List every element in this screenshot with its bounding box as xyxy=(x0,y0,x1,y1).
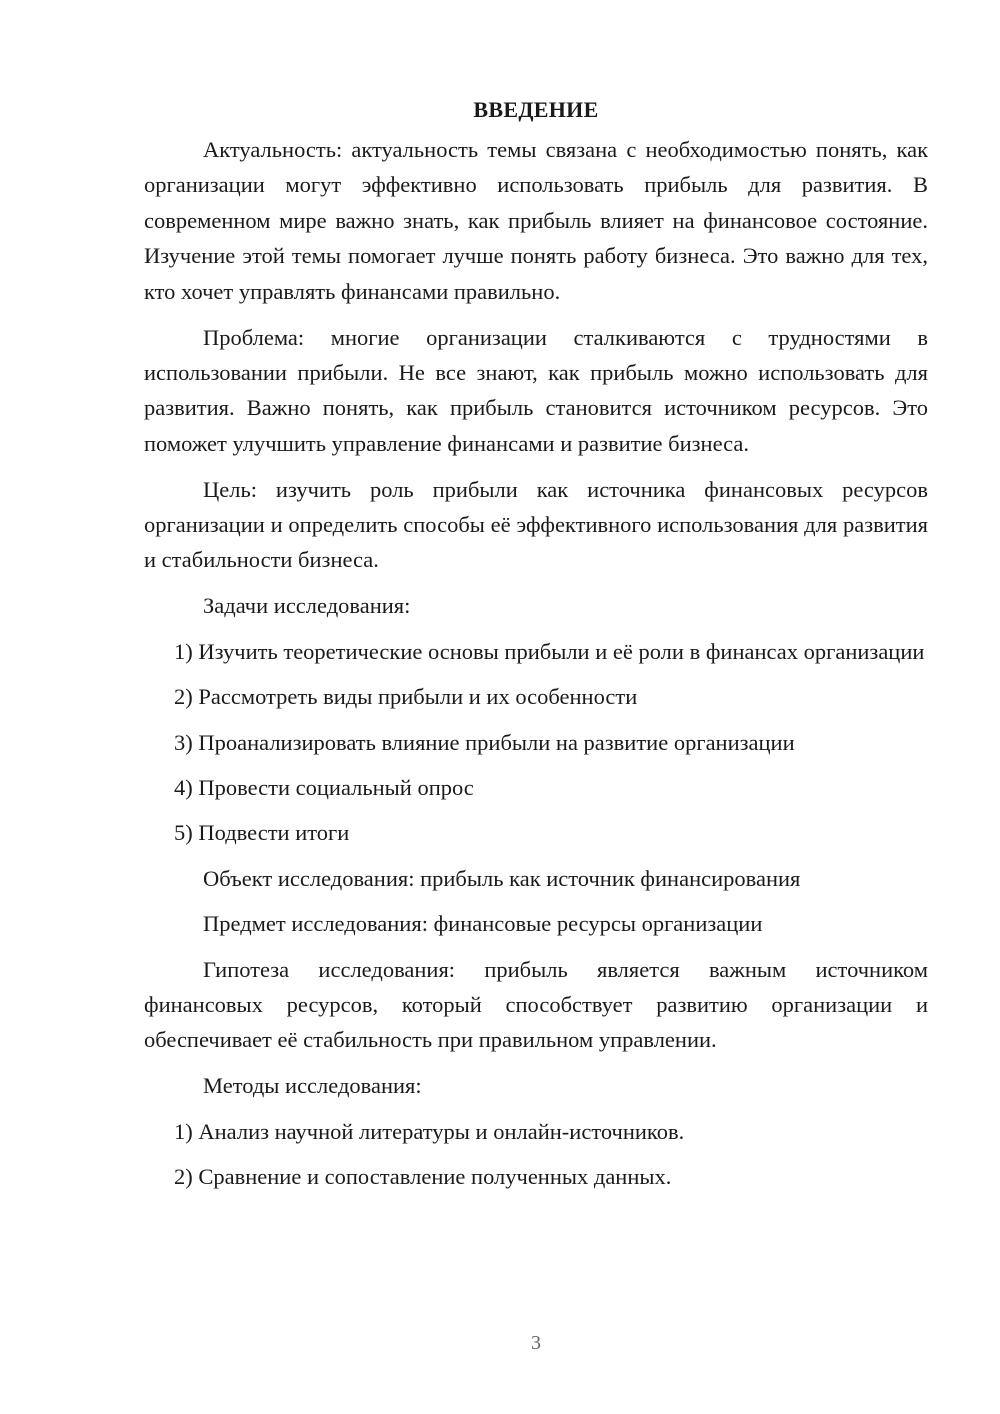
research-object: Объект исследования: прибыль как источник финансирования xyxy=(203,865,801,891)
tasks-heading: Задачи исследования: xyxy=(203,593,411,619)
paragraph-problem: Проблема: многие организации сталкиваются с трудностями в использовании прибыли. Не все знают, как прибыль можно использовать для развития. Важно понять, как прибыль становится источником ресурсов. Это поможет улучшить управление финансами и развитие бизнеса. xyxy=(144,324,928,456)
paragraph-hypothesis: Гипотеза исследования: прибыль является важным источником финансовых ресурсов, который способствует развитию организации и обеспечивает её стабильность при правильном управлении. xyxy=(144,956,928,1053)
page-number: 3 xyxy=(531,1332,541,1354)
task-item: 5) Подвести итоги xyxy=(174,820,350,846)
task-item: 1) Изучить теоретические основы прибыли и её роли в финансах организации xyxy=(174,638,925,664)
paragraph-relevance: Актуальность: актуальность темы связана с необходимостью понять, как организации могут эффективно использовать прибыль для развития. В современном мире важно знать, как прибыль влияет на финансовое состояние. Изучение этой темы помогает лучше понять работу бизнеса. Это важно для тех, кто хочет управлять финансами правильно. xyxy=(144,137,928,304)
section-title: ВВЕДЕНИЕ xyxy=(473,97,599,122)
task-item: 2) Рассмотреть виды прибыли и их особенности xyxy=(174,684,638,710)
task-item: 4) Провести социальный опрос xyxy=(174,775,474,800)
methods-heading: Методы исследования: xyxy=(203,1073,422,1099)
document-page xyxy=(144,92,928,1205)
research-subject: Предмет исследования: финансовые ресурсы организации xyxy=(203,911,763,937)
paragraph-goal: Цель: изучить роль прибыли как источника финансовых ресурсов организации и определить способы её эффективного использования для развития и стабильности бизнеса. xyxy=(144,476,928,573)
task-item: 3) Проанализировать влияние прибыли на развитие организации xyxy=(174,729,795,755)
method-item: 1) Анализ научной литературы и онлайн-источников. xyxy=(174,1118,685,1144)
method-item: 2) Сравнение и сопоставление полученных данных. xyxy=(174,1164,672,1190)
